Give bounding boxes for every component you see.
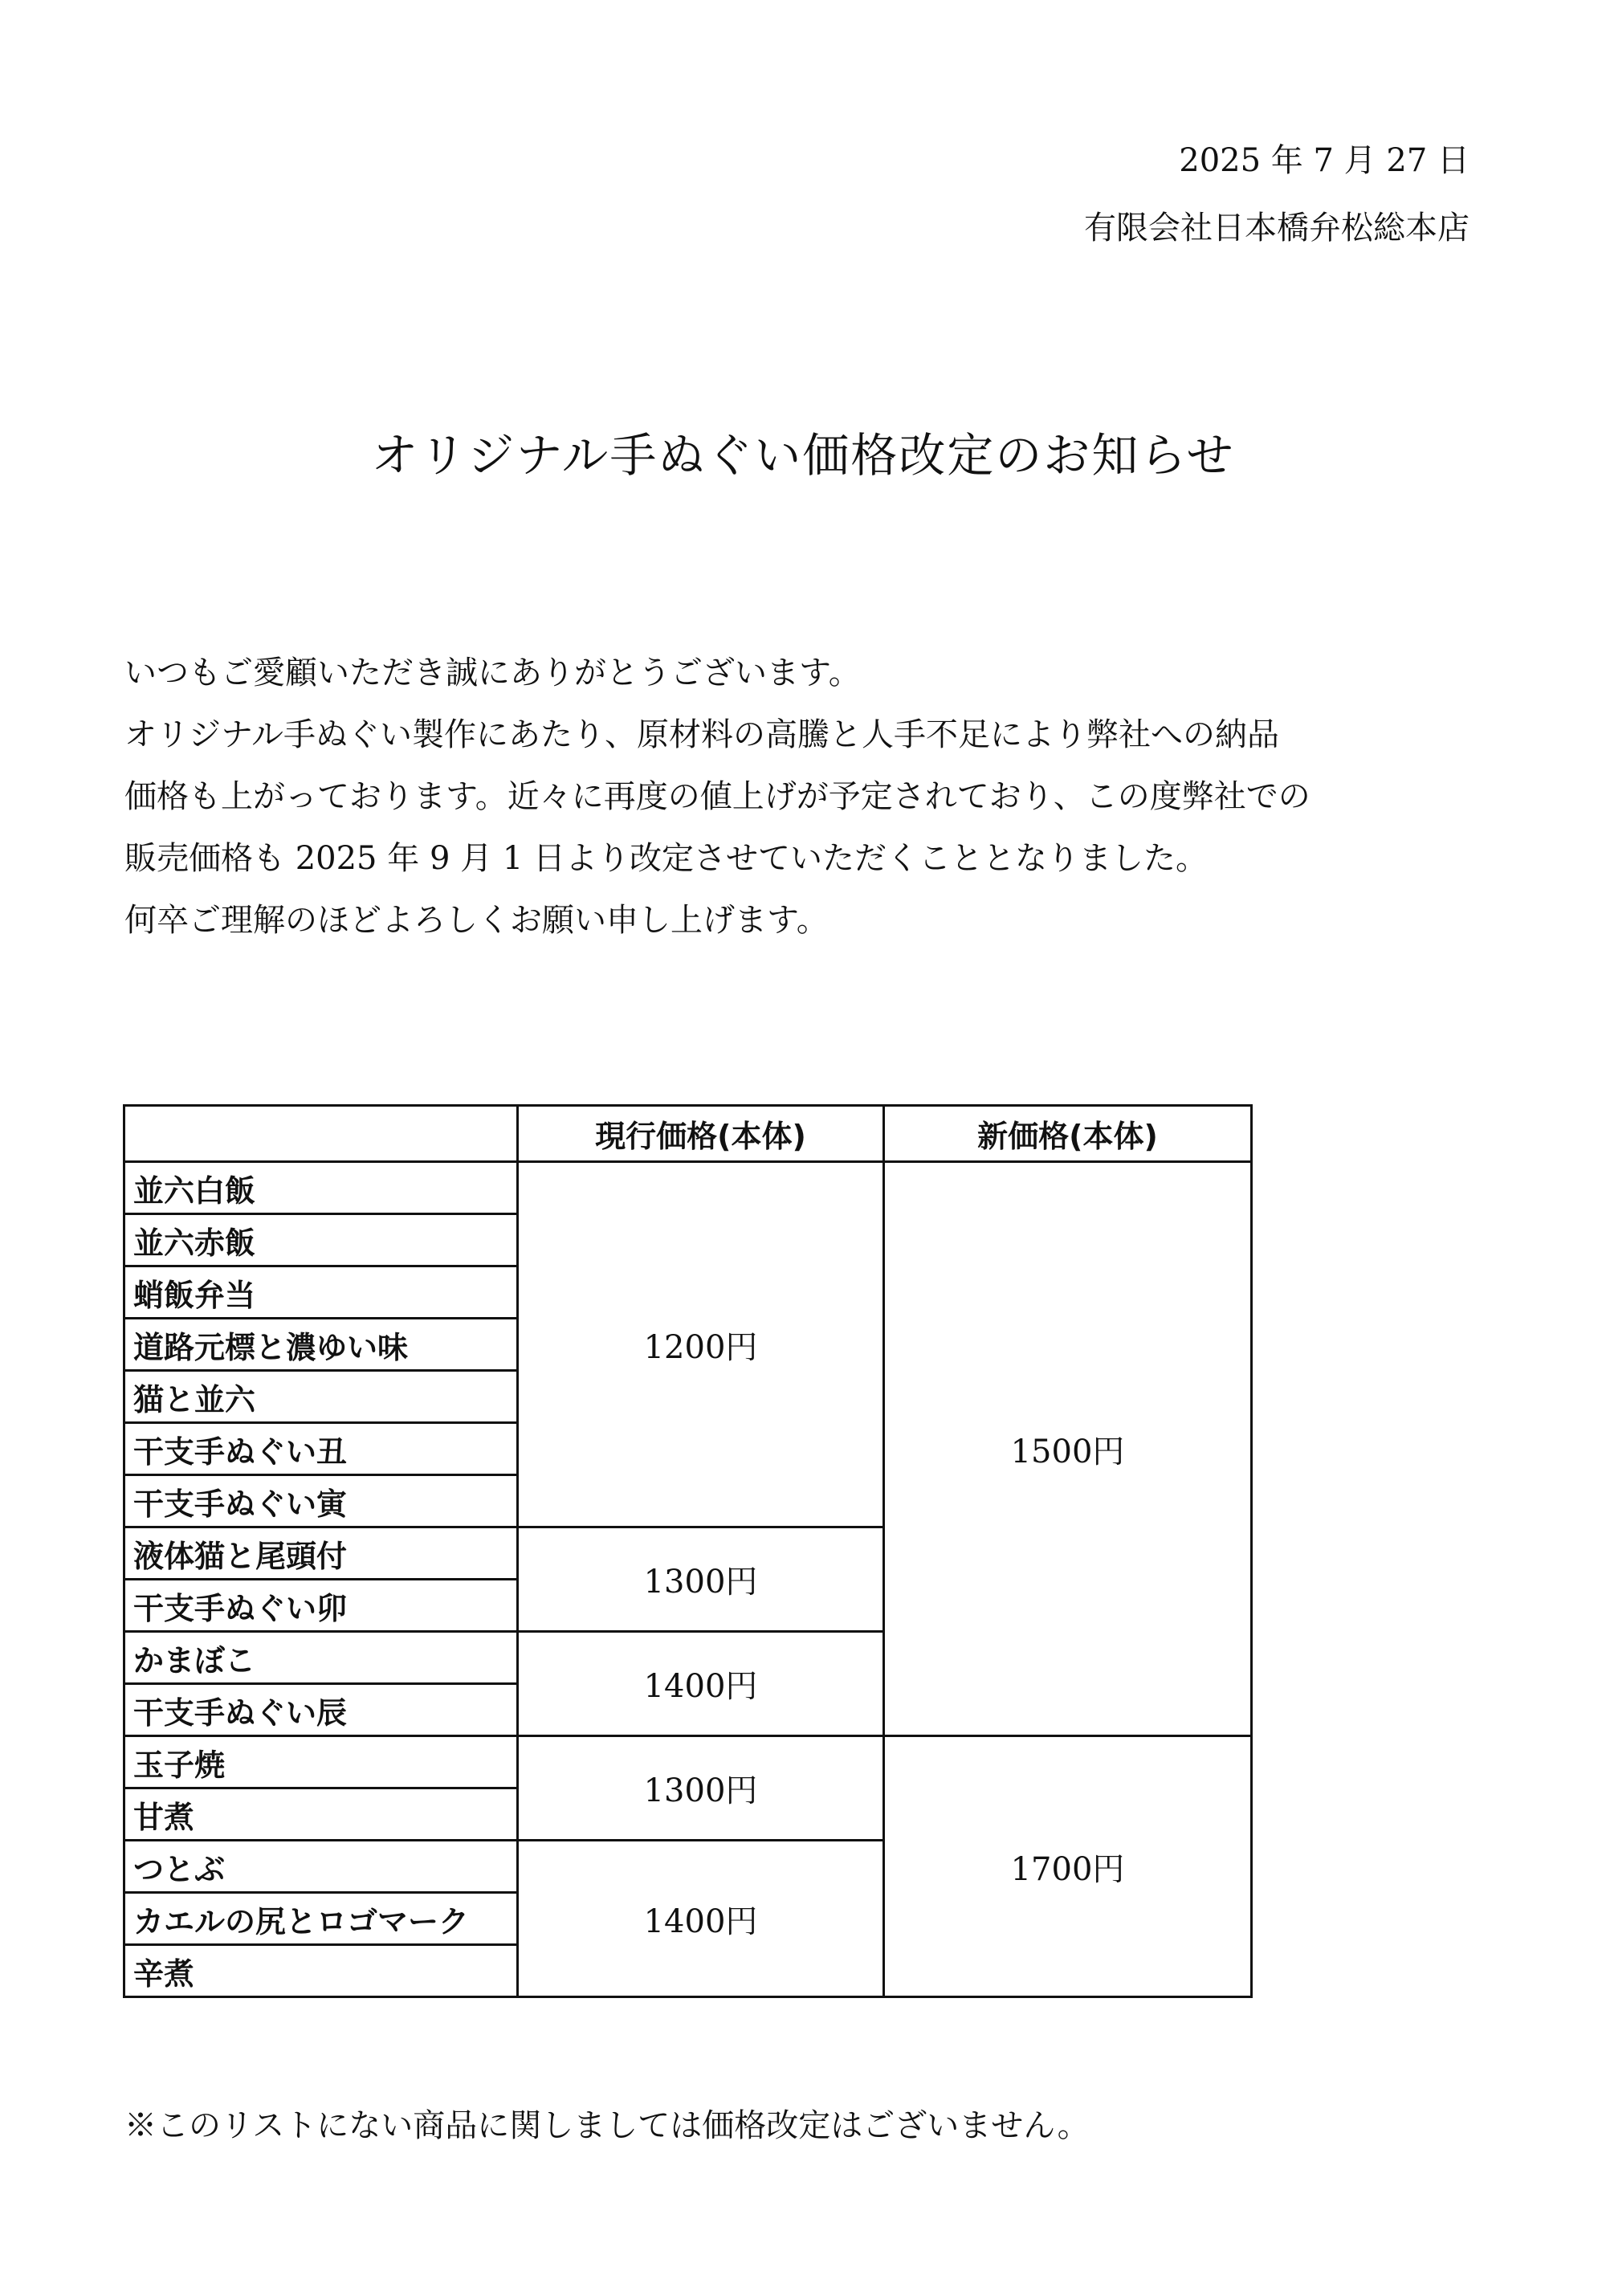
header-new-price: 新価格(本体) — [884, 1106, 1252, 1162]
table-row — [124, 1162, 1252, 1214]
item-name: 干支手ぬぐい卯 — [124, 1580, 518, 1632]
body-line: 販売価格も 2025 年 9 月 1 日より改定させていただくこととなりました。 — [124, 840, 1208, 877]
item-name: 干支手ぬぐい辰 — [124, 1684, 518, 1736]
current-price: 1300円 — [518, 1527, 884, 1632]
document-title: オリジナル手ぬぐい価格改定のお知らせ — [371, 428, 1235, 483]
item-name: カエルの尻とロゴマーク — [124, 1893, 518, 1945]
item-name: 蛸飯弁当 — [124, 1266, 518, 1319]
item-name: 液体猫と尾頭付 — [124, 1527, 518, 1580]
company-name: 有限会社日本橋弁松総本店 — [1084, 210, 1469, 247]
body-line: 価格も上がっております。近々に再度の値上げが予定されており、この度弊社での — [124, 778, 1310, 815]
body-line: オリジナル手ぬぐい製作にあたり、原材料の高騰と人手不足により弊社への納品 — [124, 716, 1279, 753]
item-name: 辛煮 — [124, 1945, 518, 1997]
current-price: 1400円 — [518, 1632, 884, 1736]
header-current-price: 現行価格(本体) — [518, 1106, 884, 1162]
header-name — [124, 1106, 518, 1162]
item-name: 猫と並六 — [124, 1371, 518, 1423]
item-name: 甘煮 — [124, 1788, 518, 1841]
item-name: 並六赤飯 — [124, 1214, 518, 1266]
new-price: 1500円 — [884, 1162, 1252, 1736]
body-line: 何卒ご理解のほどよろしくお願い申し上げます。 — [124, 902, 829, 939]
item-name: かまぼこ — [124, 1632, 518, 1684]
document-date: 2025 年 7 月 27 日 — [1179, 142, 1469, 179]
notice-body — [124, 642, 1506, 952]
current-price: 1300円 — [518, 1736, 884, 1841]
item-name: 玉子焼 — [124, 1736, 518, 1788]
item-name: 干支手ぬぐい寅 — [124, 1475, 518, 1527]
table-row — [124, 1736, 1252, 1788]
item-name: 並六白飯 — [124, 1162, 518, 1214]
new-price: 1700円 — [884, 1736, 1252, 1997]
price-table — [123, 1104, 1253, 1998]
table-header-row — [124, 1106, 1252, 1162]
item-name: 道路元標と濃ゆい味 — [124, 1319, 518, 1371]
current-price: 1400円 — [518, 1841, 884, 1997]
body-line: いつもご愛顧いただき誠にありがとうございます。 — [124, 655, 861, 691]
item-name: つとぶ — [124, 1841, 518, 1893]
item-name: 干支手ぬぐい丑 — [124, 1423, 518, 1475]
footnote: ※このリストにない商品に関しましては価格改定はございません。 — [124, 2107, 1090, 2144]
current-price: 1200円 — [518, 1162, 884, 1527]
